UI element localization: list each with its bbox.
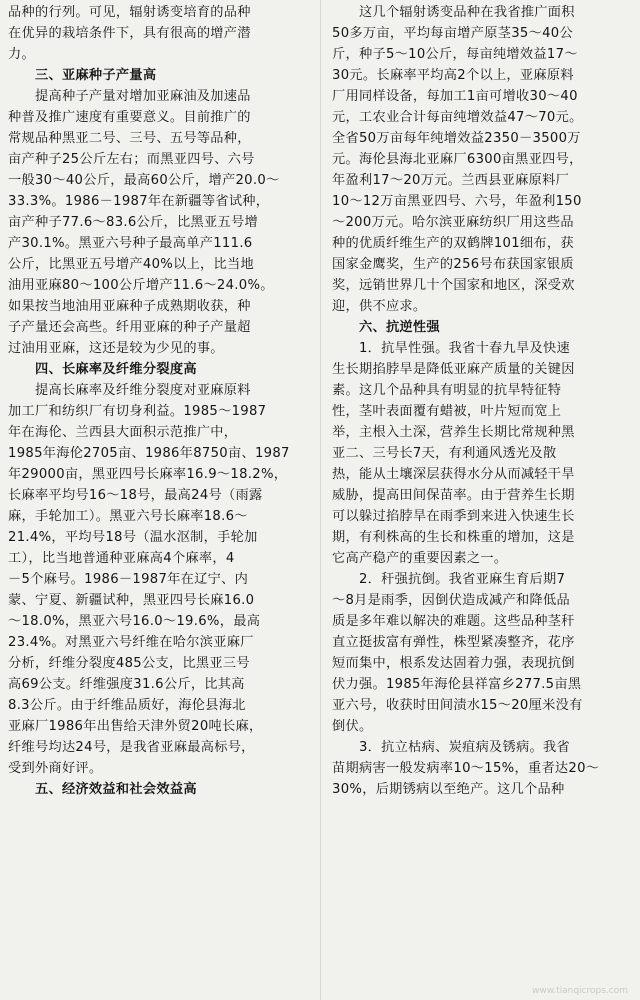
text-line: 长麻率平均号16～18号，最高24号（雨露 (8, 488, 263, 503)
text-line: 威胁，提高田间保苗率。由于营养生长期 (332, 488, 575, 503)
text-line: 亚麻厂1986年出售给天津外贸20吨长麻， (8, 719, 263, 734)
text-line: 国家金鹰奖，生产的256号布获国家银质 (332, 257, 574, 272)
text-line: 2．秆强抗倒。我省亚麻生育后期7 (332, 572, 566, 587)
text-line: 年在海伦、兰西县大面积示范推广中， (8, 425, 238, 440)
text-line: 短而集中，根系发达固着力强，表现抗倒 (332, 656, 575, 671)
text-line: 奖，远销世界几十个国家和地区，深受欢 (332, 278, 575, 293)
text-line: 这几个辐射诱变品种在我省推广面积 (332, 5, 575, 20)
text-line: 33.3%。1986－1987年在新疆等省试种， (8, 194, 270, 209)
text-line: 23.4%。对黑亚六号纤维在哈尔滨亚麻厂 (8, 635, 254, 650)
section-heading: 五、经济效益和社会效益高 (8, 782, 197, 797)
text-line: 期，有利株高的生长和株重的增加，这是 (332, 530, 575, 545)
text-line: 热，能从土壤深层获得水分从而减轻干旱 (332, 467, 575, 482)
text-line: 21.4%，平均号18号（温水沤制，手轮加 (8, 530, 258, 545)
text-line: 加工厂和纺织厂有切身利益。1985～1987 (8, 404, 267, 419)
text-line: 迎，供不应求。 (332, 299, 427, 314)
text-line: 全省50万亩每年纯增效益2350－3500万 (332, 131, 581, 146)
column-divider (320, 0, 321, 1000)
text-line: 提高长麻率及纤维分裂度对亚麻原料 (8, 383, 251, 398)
text-line: －5个麻号。1986－1987年在辽宁、内 (8, 572, 249, 587)
text-line: 纤维号均达24号，是我省亚麻最高标号， (8, 740, 255, 755)
text-line: 性，茎叶表面覆有蜡被，叶片短而宽上 (332, 404, 562, 419)
watermark: www.tianqicrops.com (531, 986, 628, 996)
text-line: 元。海伦县海北亚麻厂6300亩黑亚四号， (332, 152, 583, 167)
text-line: 在优异的栽培条件下，具有很高的增产潜 (8, 26, 251, 41)
text-line: 品种的行列。可见，辐射诱变培育的品种 (8, 5, 251, 20)
text-line: 受到外商好评。 (8, 761, 103, 776)
text-line: 斤，种子5～10公斤，每亩纯增效益17～ (332, 47, 578, 62)
text-line: 蒙、宁夏、新疆试种，黑亚四号长麻16.0 (8, 593, 255, 608)
right-column (332, 2, 634, 800)
text-line: 分析，纤维分裂度485公支，比黑亚三号 (8, 656, 250, 671)
text-line: 1．抗旱性强。我省十春九旱及快速 (332, 341, 570, 356)
text-line: 一般30～40公斤，最高60公斤，增产20.0～ (8, 173, 280, 188)
text-line: 举，主根入土深，营养生长期比常规种黑 (332, 425, 575, 440)
text-line: 过油用亚麻，这还是较为少见的事。 (8, 341, 224, 356)
text-line: 高69公支。纤维强度31.6公斤，比其高 (8, 677, 245, 692)
text-line: ～8月是雨季，因倒伏造成减产和降低品 (332, 593, 570, 608)
text-line: 50多万亩，平均每亩增产原茎35～40公 (332, 26, 573, 41)
text-line: 伏力强。1985年海伦县祥富乡277.5亩黑 (332, 677, 582, 692)
text-line: 工），比当地普通种亚麻高4个麻率，4 (8, 551, 235, 566)
text-line: 常规品种黑亚二号、三号、五号等品种， (8, 131, 251, 146)
text-line: 产30.1%。黑亚六号种子最高单产111.6 (8, 236, 253, 251)
text-line: 种普及推广速度有重要意义。目前推广的 (8, 110, 251, 125)
text-line: 8.3公斤。由于纤维品质好，海伦县海北 (8, 698, 246, 713)
text-line: 30元。长麻率平均高2个以上，亚麻原料 (332, 68, 574, 83)
text-line: 亚二、三号长7天，有利通风透光及散 (332, 446, 557, 461)
text-line: 公斤，比黑亚五号增产40%以上，比当地 (8, 257, 255, 272)
text-line: 种的优质纤维生产的双鹤牌101细布，获 (332, 236, 574, 251)
text-line: 亩产种子77.6～83.6公斤，比黑亚五号增 (8, 215, 258, 230)
text-line: 1985年海伦2705亩、1986年8750亩、1987 (8, 446, 290, 461)
text-line: 如果按当地油用亚麻种子成熟期收获，种 (8, 299, 251, 314)
text-line: 麻，手轮加工）。黑亚六号长麻率18.6～ (8, 509, 248, 524)
text-line: 10～12万亩黑亚四号、六号，年盈利150 (332, 194, 582, 209)
text-line: 30%，后期锈病以至绝产。这几个品种 (332, 782, 565, 797)
text-line: 它高产稳产的重要因素之一。 (332, 551, 508, 566)
text-line: 质是多年难以解决的难题。这些品种茎秆 (332, 614, 575, 629)
text-line: 亩产种子25公斤左右；而黑亚四号、六号 (8, 152, 255, 167)
text-line: 年29000亩，黑亚四号长麻率16.9～18.2%， (8, 467, 288, 482)
text-line: 力。 (8, 47, 35, 62)
text-line: 可以躲过掐脖旱在雨季到来进入快速生长 (332, 509, 575, 524)
section-heading: 三、亚麻种子产量高 (8, 68, 157, 83)
section-heading: 六、抗逆性强 (332, 320, 440, 335)
left-column (8, 2, 310, 800)
text-line: 厂用同样设备，每加工1亩可增收30～40 (332, 89, 578, 104)
text-line: 倒伏。 (332, 719, 373, 734)
section-heading: 四、长麻率及纤维分裂度高 (8, 362, 197, 377)
text-line: 亚六号，收获时田间渍水15～20厘米没有 (332, 698, 583, 713)
text-line: ～18.0%，黑亚六号16.0～19.6%，最高 (8, 614, 261, 629)
text-line: 苗期病害一般发病率10～15%，重者达20～ (332, 761, 600, 776)
text-line: ～200万元。哈尔滨亚麻纺织厂用这些品 (332, 215, 574, 230)
text-line: 素。这几个品种具有明显的抗旱特征特 (332, 383, 562, 398)
text-line: 提高种子产量对增加亚麻油及加速品 (8, 89, 251, 104)
text-line: 子产量还会高些。纤用亚麻的种子产量超 (8, 320, 251, 335)
text-line: 直立挺拔富有弹性，株型紧凑整齐，花序 (332, 635, 575, 650)
text-line: 元，工农业合计每亩纯增效益47～70元。 (332, 110, 583, 125)
text-line: 油用亚麻80～100公斤增产11.6～24.0%。 (8, 278, 274, 293)
text-line: 生长期掐脖旱是降低亚麻产质量的关键因 (332, 362, 575, 377)
text-line: 3．抗立枯病、炭疽病及锈病。我省 (332, 740, 570, 755)
text-line: 年盈利17～20万元。兰西县亚麻原料厂 (332, 173, 570, 188)
